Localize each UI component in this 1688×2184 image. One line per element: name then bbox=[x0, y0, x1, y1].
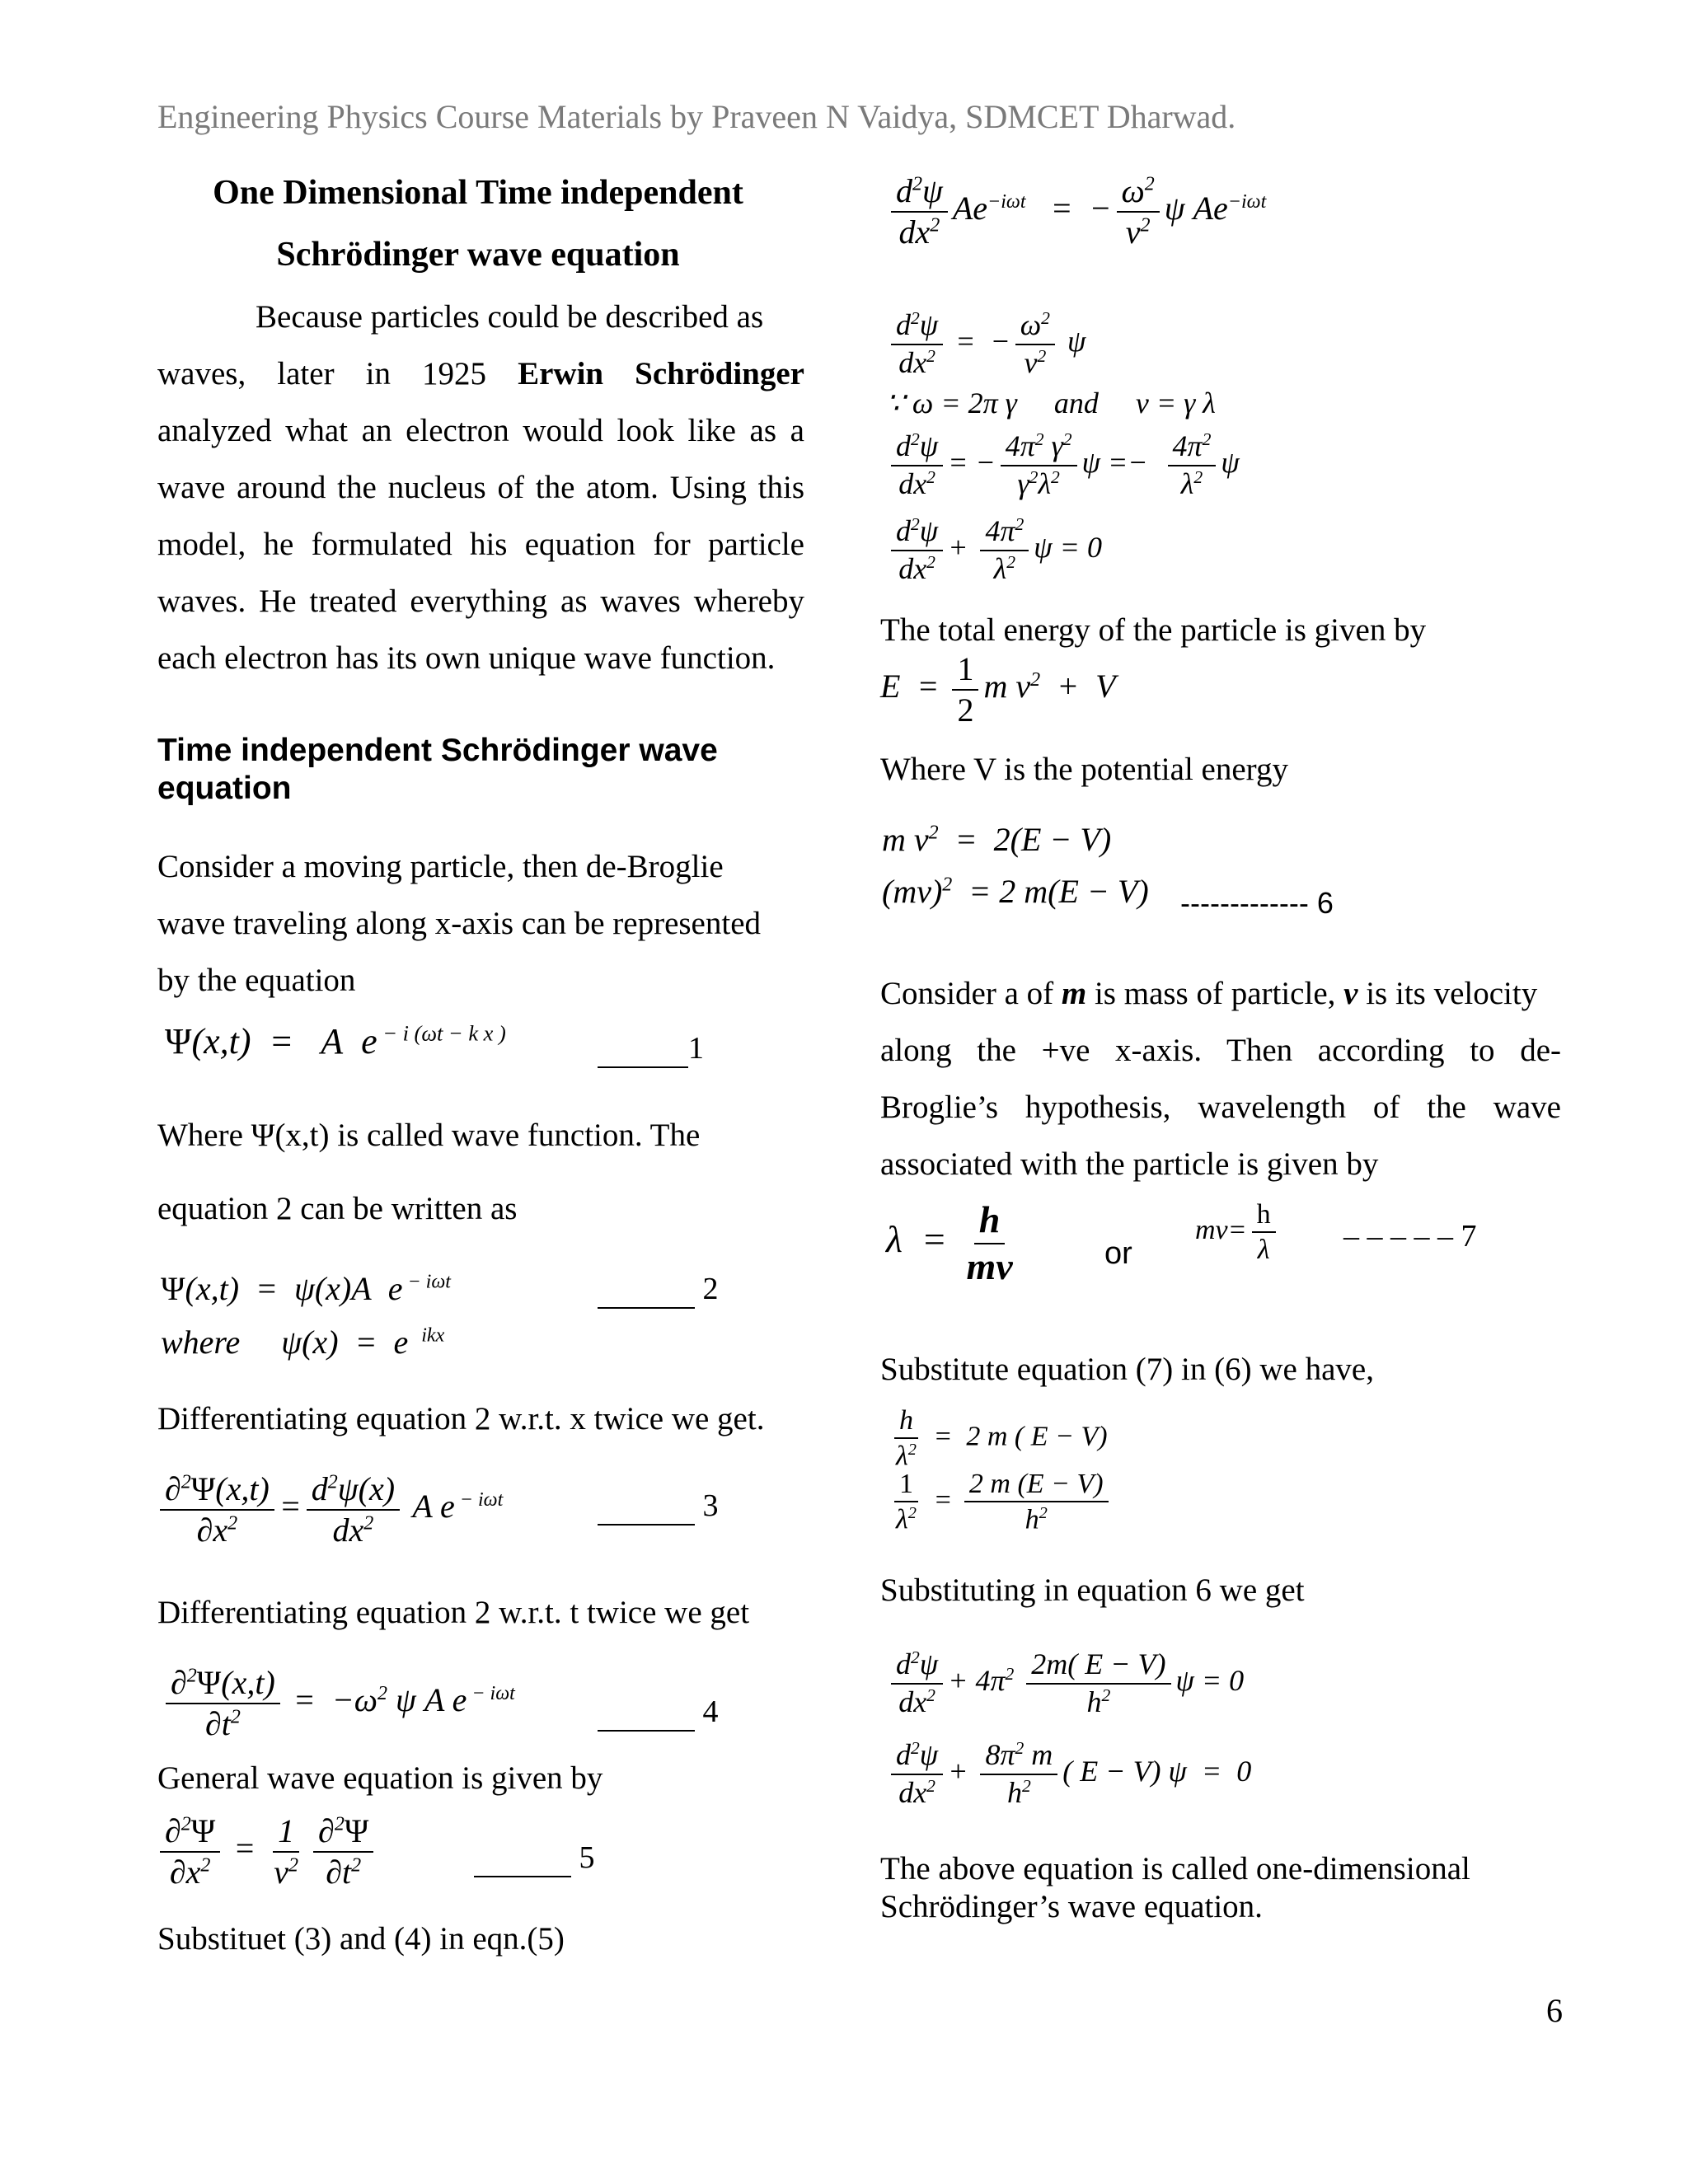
equation-mv2: m $v^2 = 2(E - V)$ bbox=[882, 821, 1112, 858]
eq2-num: 2 bbox=[702, 1272, 719, 1306]
consider-prefix: Consider a of bbox=[880, 976, 1062, 1011]
equation-r3: ∵ ω = 2π γ and v = γ λ bbox=[886, 387, 1216, 419]
substitute-text: Substituet (3) and (4) in eqn.(5) bbox=[157, 1921, 565, 1957]
title-line-2: Schrödinger wave equation bbox=[276, 236, 680, 274]
eq1-num: 1 bbox=[688, 1031, 704, 1066]
where-psi-text: Where Ψ(x,t) is called wave function. The bbox=[157, 1118, 701, 1153]
where-v-text: Where V is the potential energy bbox=[880, 752, 1288, 787]
intro-line-6: waves. He treated everything as waves whereby bbox=[157, 583, 804, 619]
intro-bold-name: Erwin Schrödinger bbox=[518, 356, 804, 391]
equation-3-number bbox=[598, 1488, 719, 1526]
equation-1-number bbox=[598, 1030, 704, 1068]
title-line-1: One Dimensional Time independent bbox=[213, 174, 743, 212]
eq2-written-text: equation 2 can be written as bbox=[157, 1191, 518, 1226]
equation-r7: $\frac{1}{\lambda^2}$ = $\frac{2 m (E - V)}{h^2}$ bbox=[886, 1469, 1114, 1535]
intro-line-1: Because particles could be described as bbox=[256, 299, 764, 335]
equation-3: $\frac{\partial^2\Psi(x,t)}{\partial x^2}$ = $\frac{d^2\psi(x)}{dx^2}$ A e $^{- i\omega t}$ bbox=[155, 1471, 503, 1549]
consider-mass-line-4: associated with the particle is given by bbox=[880, 1146, 1379, 1182]
page-number: 6 bbox=[1546, 1992, 1563, 2029]
equation-7: λ = $\frac{h}{mv}$ bbox=[886, 1198, 1013, 1287]
equation-r8: $\frac{d^2\psi}{dx^2}$ + $4\pi^2$ $\frac{2m( E - V)}{h^2}$ ψ = 0 bbox=[886, 1648, 1244, 1718]
page-header: Engineering Physics Course Materials by Praveen N Vaidya, SDMCET Dharwad. bbox=[157, 98, 1236, 135]
equation-2: Ψ(x,t) = ψ(x)A e $^{- i\omega t}$ bbox=[161, 1270, 451, 1307]
eq3-num: 3 bbox=[702, 1488, 719, 1523]
consider-v: v bbox=[1343, 976, 1358, 1011]
equation-7-label: – – – – – 7 bbox=[1343, 1219, 1477, 1254]
equation-6-label bbox=[1180, 886, 1334, 921]
equation-5: $\frac{\partial^2\Psi}{\partial x^2}$ = $\frac{1}{v^2}$ $\frac{\partial^2\Psi}{\partial t^2}$ bbox=[155, 1813, 378, 1891]
conclusion-line-1: The above equation is called one-dimensional bbox=[880, 1851, 1470, 1886]
consider-suffix: is its velocity bbox=[1357, 976, 1538, 1011]
eq4-num: 4 bbox=[702, 1694, 719, 1729]
consider-line-3: by the equation bbox=[157, 963, 356, 998]
equation-1: Ψ(x,t) = A e $^{- i (\omega t - k x )}$ bbox=[165, 1020, 506, 1062]
equation-r2: $\frac{d^2\psi}{dx^2}$ = − $\frac{\omega^2}{v^2}$ ψ bbox=[886, 309, 1085, 379]
section-subheading: Time independent Schrödinger wave equation bbox=[157, 733, 718, 806]
equation-2-where: where ψ(x) = e $^{ikx}$ bbox=[161, 1324, 445, 1361]
equation-2-number bbox=[598, 1271, 719, 1309]
intro-line-2 bbox=[157, 345, 804, 402]
consider-line-2: wave traveling along x-axis can be represented bbox=[157, 906, 762, 941]
intro-line-2-text: waves, later in 1925 bbox=[157, 356, 518, 391]
equation-5-number bbox=[474, 1840, 595, 1877]
consider-line-1: Consider a moving particle, then de-Broglie bbox=[157, 849, 724, 884]
subst-in-6-text: Substituting in equation 6 we get bbox=[880, 1572, 1305, 1608]
equation-7-alt: mv= $\frac{h}{\lambda}$ bbox=[1195, 1199, 1281, 1266]
equation-r1: $\frac{d^2\psi}{dx^2}$ $Ae^{-i\omega t}$ = − $\frac{\omega^2}{v^2}$ ψ $Ae^{-i\omega t}$ bbox=[886, 173, 1266, 251]
equation-r4: $\frac{d^2\psi}{dx^2}$ = − $\frac{4\pi^2 \gamma^2}{\gamma^2\lambda^2}$ ψ =− $\frac{4\pi^2}{\lambda^2}$ ψ bbox=[886, 430, 1240, 500]
eq6-num: 6 bbox=[1316, 886, 1334, 920]
intro-line-5: model, he formulated his equation for particle bbox=[157, 527, 804, 562]
or-text: or bbox=[1104, 1236, 1132, 1271]
diff-x-text: Differentiating equation 2 w.r.t. x twice we get. bbox=[157, 1401, 765, 1436]
total-energy-text: The total energy of the particle is given by bbox=[880, 612, 1427, 648]
equation-r9: $\frac{d^2\psi}{dx^2}$ + $\frac{8\pi^2 m}{h^2}$ ( E − V) ψ = 0 bbox=[886, 1739, 1251, 1809]
equation-4-number bbox=[598, 1694, 719, 1732]
diff-t-text: Differentiating equation 2 w.r.t. t twice we get bbox=[157, 1595, 750, 1630]
consider-mass-line-2: along the +ve x-axis. Then according to de- bbox=[880, 1033, 1561, 1068]
equation-r6: $\frac{h}{\lambda^2}$ = 2 m ( E − V) bbox=[886, 1405, 1108, 1472]
consider-mass-line-3: Broglie’s hypothesis, wavelength of the wave bbox=[880, 1090, 1561, 1125]
general-wave-text: General wave equation is given by bbox=[157, 1760, 603, 1796]
consider-mass-line-1 bbox=[880, 965, 1537, 1022]
energy-equation: E = $\frac{1}{2}$ m $v^2 + V$ bbox=[880, 650, 1116, 729]
subst-7-6-text: Substitute equation (7) in (6) we have, bbox=[880, 1352, 1374, 1387]
equation-r5: $\frac{d^2\psi}{dx^2}$ + $\frac{4\pi^2}{\lambda^2}$ ψ = 0 bbox=[886, 515, 1102, 585]
equation-4: $\frac{\partial^2\Psi(x,t)}{\partial t^2}$ = $-\omega^2$ ψ A e $^{- i\omega t}$ bbox=[161, 1665, 515, 1742]
intro-line-3: analyzed what an electron would look like as a bbox=[157, 413, 804, 448]
consider-mid: is mass of particle, bbox=[1086, 976, 1344, 1011]
intro-line-4: wave around the nucleus of the atom. Using this bbox=[157, 470, 804, 505]
intro-line-7: each electron has its own unique wave function. bbox=[157, 640, 776, 676]
eq6-dashes: ------------- bbox=[1180, 886, 1309, 920]
consider-m: m bbox=[1061, 976, 1087, 1011]
equation-6: (mv)$^2$ = 2 m(E − V) bbox=[882, 873, 1149, 910]
conclusion-line-2: Schrödinger’s wave equation. bbox=[880, 1889, 1263, 1924]
eq5-num: 5 bbox=[579, 1840, 595, 1875]
